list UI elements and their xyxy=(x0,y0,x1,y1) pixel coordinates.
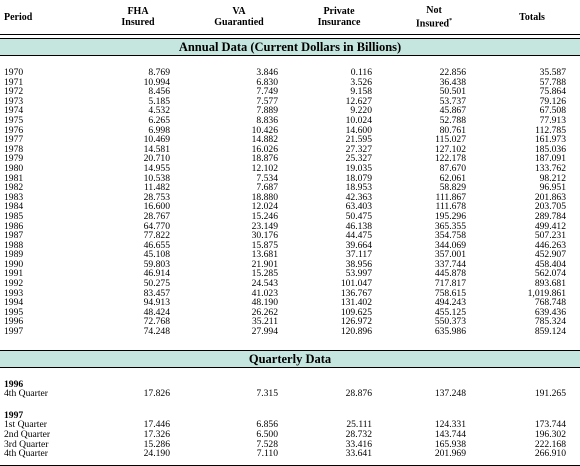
not-insured-cell: 127.102 xyxy=(434,143,466,155)
annual-row xyxy=(0,145,580,155)
fha-cell: 11.482 xyxy=(143,182,170,194)
private-cell: 38.956 xyxy=(345,258,372,270)
total-cell: 289.784 xyxy=(534,210,566,222)
not-insured-cell: 635.986 xyxy=(434,326,466,338)
fha-cell: 83.457 xyxy=(143,287,170,299)
period-cell: 1974 xyxy=(4,105,24,117)
va-cell: 12.102 xyxy=(251,162,278,174)
quarterly-row xyxy=(0,430,580,440)
private-cell: 25.111 xyxy=(346,419,372,431)
period-cell: 1994 xyxy=(4,297,24,309)
fha-cell: 4.532 xyxy=(148,105,170,117)
fha-cell: 8.769 xyxy=(148,67,170,78)
private-cell: 19.035 xyxy=(345,162,372,174)
private-cell: 3.526 xyxy=(350,76,372,88)
not-insured-cell: 58.829 xyxy=(439,182,466,194)
annual-row xyxy=(0,183,580,193)
private-cell: 14.600 xyxy=(345,124,372,136)
total-cell: 98.212 xyxy=(539,172,566,184)
va-cell: 7.315 xyxy=(256,388,278,400)
total-cell: 222.168 xyxy=(534,438,566,450)
fha-cell: 5.185 xyxy=(148,95,170,107)
private-cell: 10.024 xyxy=(345,114,372,126)
private-cell: 18.079 xyxy=(345,172,372,184)
not-insured-cell: 758.615 xyxy=(434,287,466,299)
va-cell: 7.687 xyxy=(256,182,278,194)
total-cell: 112.785 xyxy=(535,124,566,136)
va-cell: 6.830 xyxy=(256,76,278,88)
period-cell: 1987 xyxy=(4,230,24,242)
va-cell: 6.856 xyxy=(256,419,278,431)
not-insured-cell: 45.867 xyxy=(439,105,466,117)
annual-row xyxy=(0,212,580,222)
annual-row xyxy=(0,269,580,279)
fha-cell: 46.914 xyxy=(143,268,170,280)
header-not-insured: Not Insured* xyxy=(384,0,484,35)
period-cell: 1990 xyxy=(4,258,24,270)
period-cell: 1982 xyxy=(4,182,24,194)
va-cell: 15.285 xyxy=(251,268,278,280)
period-cell: 1993 xyxy=(4,287,24,299)
period-cell: 1991 xyxy=(4,268,24,280)
fha-cell: 24.190 xyxy=(143,448,170,460)
period-cell: 1986 xyxy=(4,220,24,232)
private-cell: 46.138 xyxy=(345,220,372,232)
total-cell: 201.863 xyxy=(534,191,566,203)
va-cell: 7.577 xyxy=(256,95,278,107)
not-insured-cell: 80.761 xyxy=(439,124,466,136)
annual-row xyxy=(0,241,580,251)
total-cell: 161.973 xyxy=(534,134,566,146)
total-cell: 639.436 xyxy=(534,306,566,318)
va-cell: 24.543 xyxy=(251,278,278,290)
annual-row xyxy=(0,260,580,270)
not-insured-cell: 111.678 xyxy=(435,201,466,213)
not-insured-cell: 53.737 xyxy=(439,95,466,107)
annual-row xyxy=(0,154,580,164)
va-cell: 21.901 xyxy=(251,258,278,270)
annual-row xyxy=(0,126,580,136)
private-cell: 33.416 xyxy=(345,438,372,450)
header-fha: FHA Insured xyxy=(92,0,184,35)
annual-row xyxy=(0,68,580,78)
va-cell: 15.246 xyxy=(251,210,278,222)
private-cell: 12.627 xyxy=(345,95,372,107)
total-cell: 35.587 xyxy=(539,67,566,78)
not-insured-cell: 115.027 xyxy=(435,134,466,146)
period-cell: 1983 xyxy=(4,191,24,203)
total-cell: 57.788 xyxy=(539,76,566,88)
fha-cell: 6.265 xyxy=(148,114,170,126)
period-cell: 1992 xyxy=(4,278,24,290)
va-cell: 35.211 xyxy=(251,316,278,328)
private-cell: 25.327 xyxy=(345,153,372,165)
total-cell: 96.951 xyxy=(539,182,566,194)
period-cell: 4th Quarter xyxy=(4,448,48,460)
quarterly-row xyxy=(0,449,580,459)
annual-row xyxy=(0,116,580,126)
va-cell: 7.110 xyxy=(256,448,278,460)
period-cell: 1973 xyxy=(4,95,24,107)
total-cell: 507.231 xyxy=(534,230,566,242)
annual-row xyxy=(0,97,580,107)
annual-row xyxy=(0,87,580,97)
table-body xyxy=(0,35,580,466)
quarterly-row xyxy=(0,389,580,399)
period-cell: 1981 xyxy=(4,172,24,184)
fha-cell: 8.456 xyxy=(148,86,170,98)
private-cell: 109.625 xyxy=(340,306,372,318)
not-insured-cell: 357.001 xyxy=(434,249,466,261)
private-cell: 39.664 xyxy=(345,239,372,251)
quarter-year-label: 1996 xyxy=(4,378,24,390)
annual-row xyxy=(0,164,580,174)
not-insured-cell: 494.243 xyxy=(434,297,466,309)
not-insured-cell: 52.788 xyxy=(439,114,466,126)
annual-row xyxy=(0,193,580,203)
annual-row xyxy=(0,308,580,318)
not-insured-cell: 445.878 xyxy=(434,268,466,280)
fha-cell: 6.998 xyxy=(148,124,170,136)
va-cell: 7.749 xyxy=(256,86,278,98)
not-insured-cell: 365.355 xyxy=(434,220,466,232)
fha-cell: 15.286 xyxy=(143,438,170,450)
header-va: VA Guarantied xyxy=(184,0,294,35)
annual-row xyxy=(0,279,580,289)
fha-cell: 48.424 xyxy=(143,306,170,318)
annual-row xyxy=(0,78,580,88)
total-cell: 67.508 xyxy=(539,105,566,117)
private-cell: 21.595 xyxy=(345,134,372,146)
annual-row xyxy=(0,174,580,184)
va-cell: 7.528 xyxy=(256,438,278,450)
fha-cell: 64.770 xyxy=(143,220,170,232)
private-cell: 9.158 xyxy=(350,86,372,98)
va-cell: 18.876 xyxy=(251,153,278,165)
not-insured-cell: 137.248 xyxy=(434,388,466,400)
total-cell: 173.744 xyxy=(534,419,566,431)
va-cell: 10.426 xyxy=(251,124,278,136)
fha-cell: 10.994 xyxy=(143,76,170,88)
fha-cell: 28.767 xyxy=(143,210,170,222)
total-cell: 452.907 xyxy=(534,249,566,261)
private-cell: 9.220 xyxy=(350,105,372,117)
total-cell: 79.126 xyxy=(539,95,566,107)
period-cell: 2nd Quarter xyxy=(4,429,51,440)
va-cell: 3.846 xyxy=(256,67,278,78)
not-insured-cell: 195.296 xyxy=(434,210,466,222)
period-cell: 1985 xyxy=(4,210,24,222)
private-cell: 0.116 xyxy=(350,67,372,78)
period-cell: 1979 xyxy=(4,153,24,165)
total-cell: 75.864 xyxy=(539,86,566,98)
annual-row xyxy=(0,202,580,212)
quarter-year-row xyxy=(0,380,580,390)
va-cell: 13.681 xyxy=(251,249,278,261)
annual-row xyxy=(0,317,580,327)
period-cell: 3rd Quarter xyxy=(4,438,49,450)
quarter-year-row xyxy=(0,411,580,421)
fha-cell: 59.803 xyxy=(143,258,170,270)
fha-cell: 20.710 xyxy=(143,153,170,165)
footnote-marker: * xyxy=(449,17,453,24)
va-cell: 30.176 xyxy=(251,230,278,242)
not-insured-cell: 550.373 xyxy=(434,316,466,328)
total-cell: 785.324 xyxy=(534,316,566,328)
annual-row xyxy=(0,222,580,232)
total-cell: 446.263 xyxy=(534,239,566,251)
private-cell: 44.475 xyxy=(345,230,372,242)
period-cell: 1996 xyxy=(4,316,24,328)
va-cell: 12.024 xyxy=(251,201,278,213)
total-cell: 203.705 xyxy=(534,201,566,213)
not-insured-cell: 337.744 xyxy=(434,258,466,270)
not-insured-cell: 122.178 xyxy=(434,153,466,165)
total-cell: 499.412 xyxy=(534,220,566,232)
total-cell: 562.074 xyxy=(534,268,566,280)
not-insured-cell: 87.670 xyxy=(439,162,466,174)
quarterly-row xyxy=(0,440,580,450)
annual-row xyxy=(0,289,580,299)
not-insured-cell: 344.069 xyxy=(434,239,466,251)
private-cell: 37.117 xyxy=(345,249,372,261)
private-cell: 28.732 xyxy=(345,429,372,440)
period-cell: 1997 xyxy=(4,326,24,338)
period-cell: 4th Quarter xyxy=(4,388,48,400)
not-insured-cell: 62.061 xyxy=(439,172,466,184)
period-cell: 1975 xyxy=(4,114,24,126)
private-cell: 63.403 xyxy=(345,201,372,213)
total-cell: 768.748 xyxy=(534,297,566,309)
fha-cell: 46.655 xyxy=(143,239,170,251)
annual-section-title: Annual Data (Current Dollars in Billions) xyxy=(0,39,580,56)
not-insured-cell: 50.501 xyxy=(439,86,466,98)
total-cell: 187.091 xyxy=(534,153,566,165)
total-cell: 458.404 xyxy=(534,258,566,270)
total-cell: 859.124 xyxy=(534,326,566,338)
not-insured-cell: 124.331 xyxy=(434,419,466,431)
total-cell: 893.681 xyxy=(534,278,566,290)
private-cell: 18.953 xyxy=(345,182,372,194)
annual-section-band xyxy=(0,39,580,56)
not-insured-cell: 717.817 xyxy=(434,278,466,290)
annual-row xyxy=(0,298,580,308)
fha-cell: 74.248 xyxy=(143,326,170,338)
fha-cell: 14.581 xyxy=(143,143,170,155)
va-cell: 8.836 xyxy=(256,114,278,126)
quarter-year-label: 1997 xyxy=(4,409,24,421)
period-cell: 1st Quarter xyxy=(4,419,47,431)
period-cell: 1988 xyxy=(4,239,24,251)
header-row xyxy=(0,0,580,35)
total-cell: 185.036 xyxy=(534,143,566,155)
not-insured-cell: 36.438 xyxy=(439,76,466,88)
va-cell: 18.880 xyxy=(251,191,278,203)
header-period: Period xyxy=(0,0,92,35)
va-cell: 14.882 xyxy=(251,134,278,146)
fha-cell: 16.600 xyxy=(143,201,170,213)
period-cell: 1984 xyxy=(4,201,24,213)
va-cell: 16.026 xyxy=(251,143,278,155)
total-cell: 191.265 xyxy=(534,388,566,400)
total-cell: 196.302 xyxy=(534,429,566,440)
fha-cell: 45.108 xyxy=(143,249,170,261)
private-cell: 27.327 xyxy=(345,143,372,155)
private-cell: 53.997 xyxy=(345,268,372,280)
private-cell: 28.876 xyxy=(345,388,372,400)
quarterly-section-title: Quarterly Data xyxy=(0,350,580,367)
total-cell: 266.910 xyxy=(534,448,566,460)
annual-row xyxy=(0,135,580,145)
private-cell: 120.896 xyxy=(340,326,372,338)
va-cell: 48.190 xyxy=(251,297,278,309)
va-cell: 7.889 xyxy=(256,105,278,117)
total-cell: 1,019.861 xyxy=(527,287,566,299)
header-totals: Totals xyxy=(484,0,580,35)
private-cell: 42.363 xyxy=(345,191,372,203)
va-cell: 7.534 xyxy=(256,172,278,184)
period-cell: 1980 xyxy=(4,162,24,174)
not-insured-cell: 354.758 xyxy=(434,230,466,242)
quarterly-row xyxy=(0,420,580,430)
header-private: Private Insurance xyxy=(294,0,384,35)
annual-row xyxy=(0,106,580,116)
private-cell: 50.475 xyxy=(345,210,372,222)
not-insured-cell: 455.125 xyxy=(434,306,466,318)
total-cell: 133.762 xyxy=(534,162,566,174)
period-cell: 1989 xyxy=(4,249,24,261)
annual-row xyxy=(0,327,580,337)
not-insured-cell: 143.744 xyxy=(434,429,466,440)
not-insured-cell: 22.856 xyxy=(439,67,466,78)
period-cell: 1995 xyxy=(4,306,24,318)
va-cell: 15.875 xyxy=(251,239,278,251)
annual-row xyxy=(0,250,580,260)
fha-cell: 28.753 xyxy=(143,191,170,203)
fha-cell: 17.446 xyxy=(143,419,170,431)
period-cell: 1977 xyxy=(4,134,24,146)
va-cell: 6.500 xyxy=(256,429,278,440)
va-cell: 27.994 xyxy=(251,326,278,338)
period-cell: 1970 xyxy=(4,67,24,78)
fha-cell: 17.326 xyxy=(143,429,170,440)
private-cell: 136.767 xyxy=(340,287,372,299)
fha-cell: 94.913 xyxy=(143,297,170,309)
private-cell: 33.641 xyxy=(345,448,372,460)
fha-cell: 10.538 xyxy=(143,172,170,184)
va-cell: 41.023 xyxy=(251,287,278,299)
va-cell: 26.262 xyxy=(251,306,278,318)
va-cell: 23.149 xyxy=(251,220,278,232)
fha-cell: 72.768 xyxy=(143,316,170,328)
private-cell: 101.047 xyxy=(340,278,372,290)
private-cell: 126.972 xyxy=(340,316,372,328)
not-insured-cell: 165.938 xyxy=(434,438,466,450)
private-cell: 131.402 xyxy=(340,297,372,309)
not-insured-cell: 201.969 xyxy=(434,448,466,460)
fha-cell: 50.275 xyxy=(143,278,170,290)
period-cell: 1971 xyxy=(4,76,24,88)
period-cell: 1978 xyxy=(4,143,24,155)
fha-cell: 10.469 xyxy=(143,134,170,146)
annual-row xyxy=(0,231,580,241)
fha-cell: 17.826 xyxy=(143,388,170,400)
period-cell: 1972 xyxy=(4,86,24,98)
period-cell: 1976 xyxy=(4,124,24,136)
not-insured-cell: 111.867 xyxy=(435,191,466,203)
quarterly-section-band xyxy=(0,350,580,367)
fha-cell: 14.955 xyxy=(143,162,170,174)
fha-cell: 77.822 xyxy=(143,230,170,242)
total-cell: 77.913 xyxy=(539,114,566,126)
